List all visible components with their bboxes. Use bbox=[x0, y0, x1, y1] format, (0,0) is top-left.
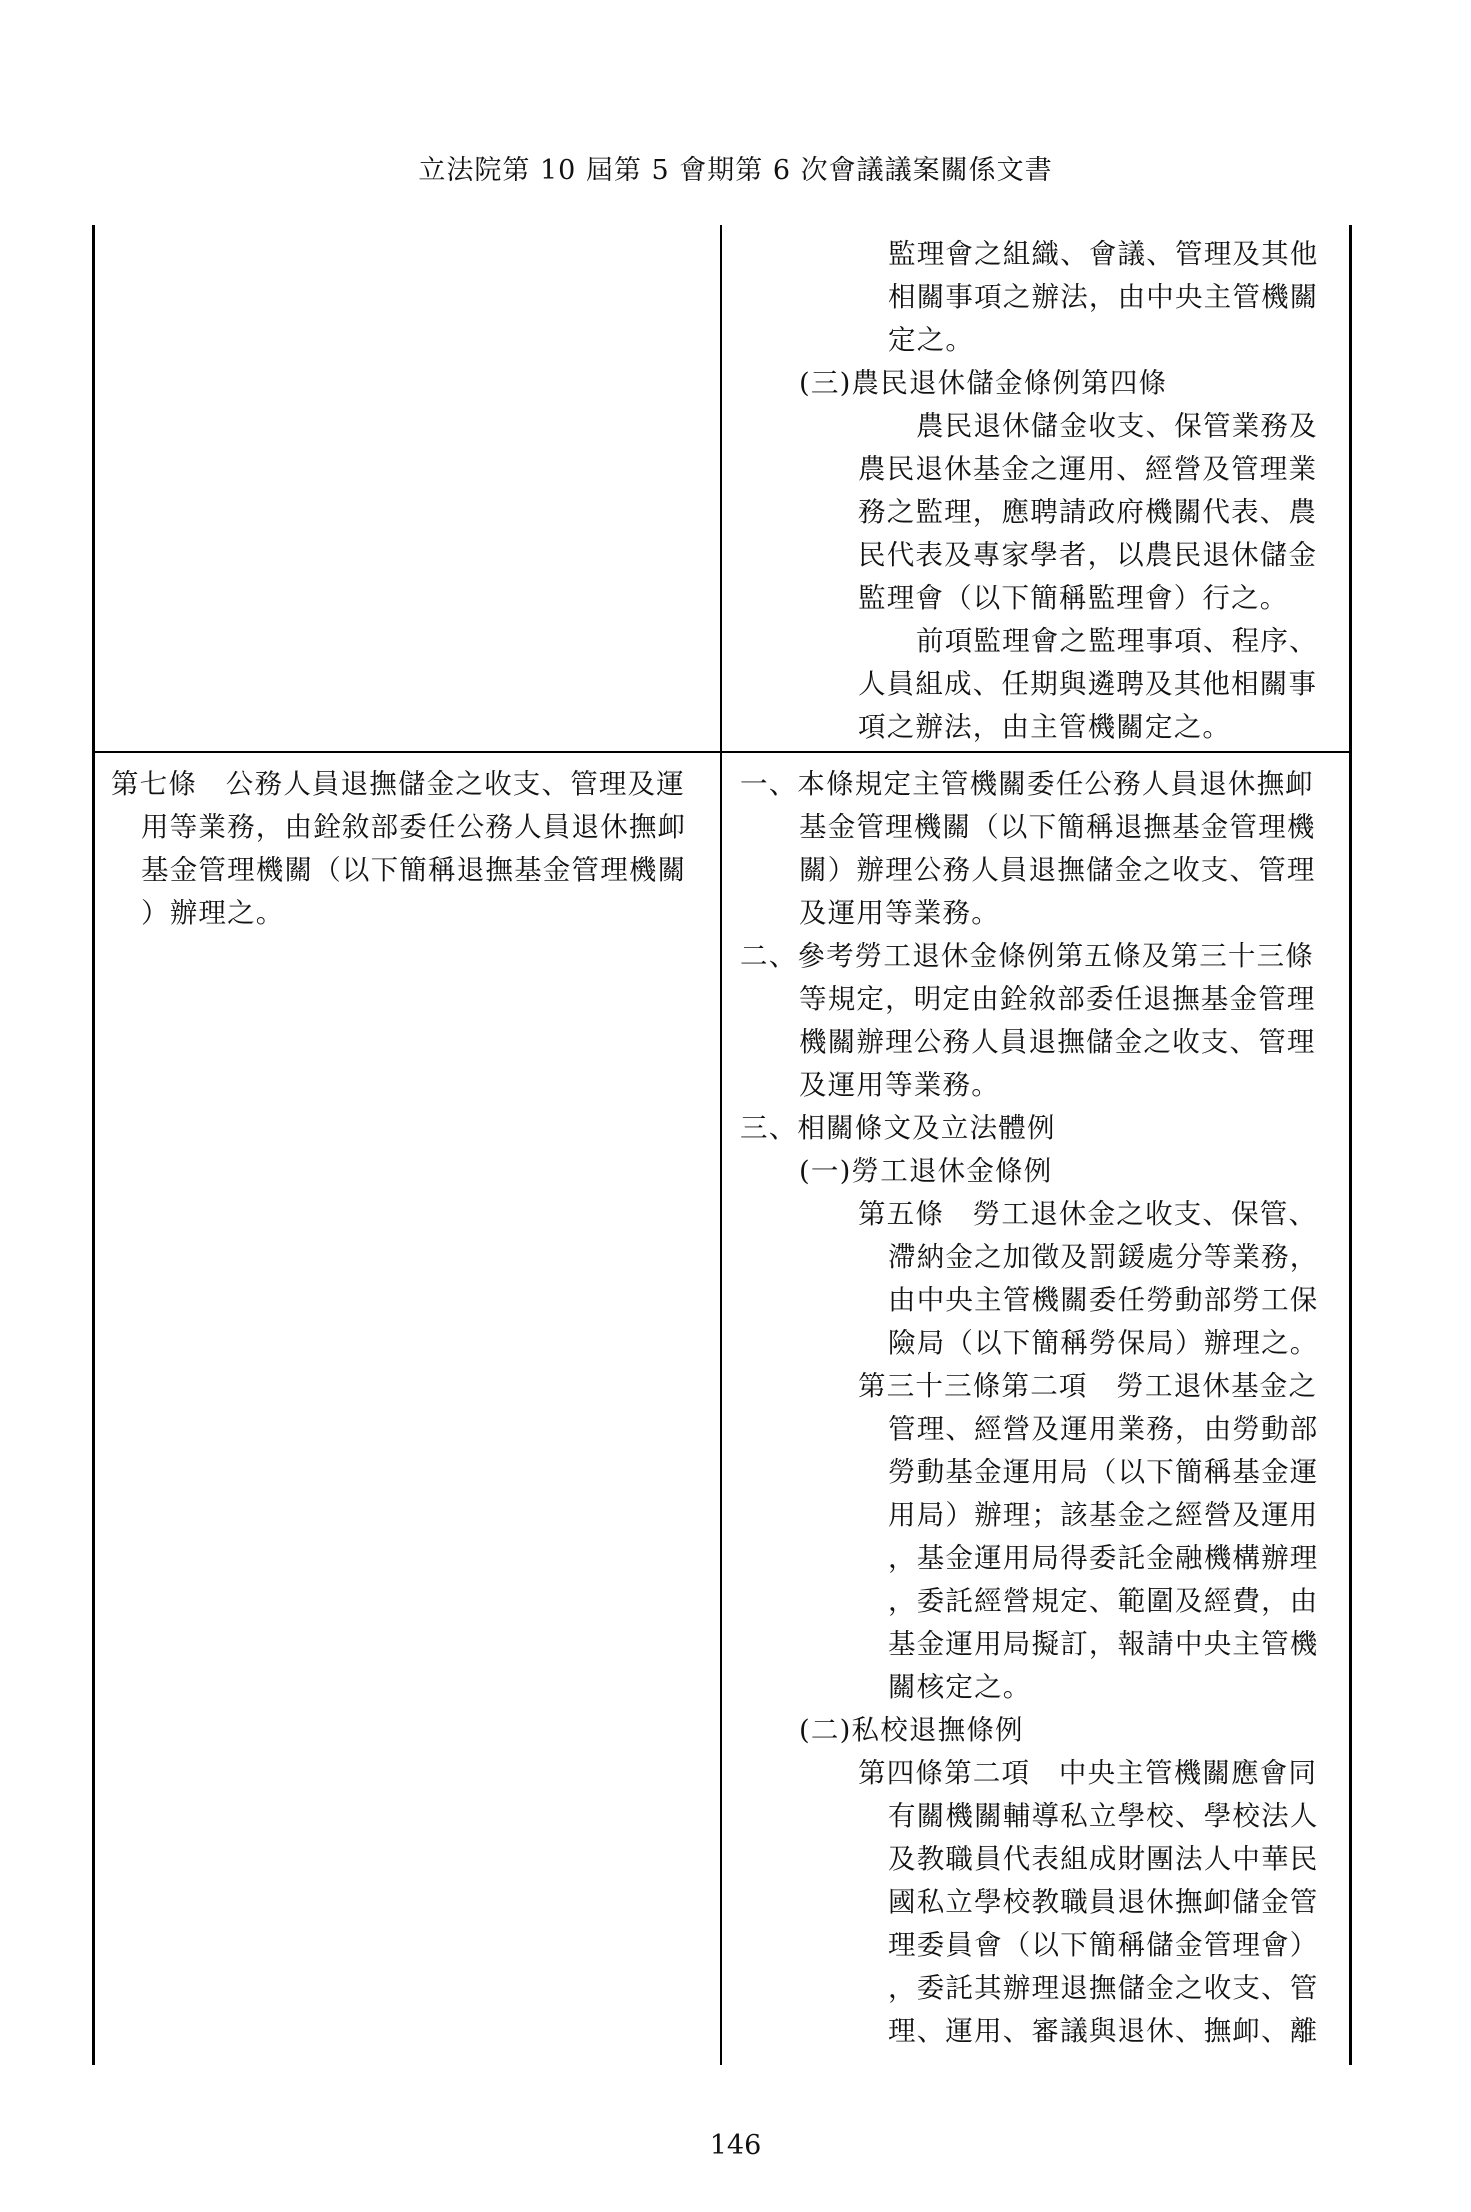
text-line: 民代表及專家學者，以農民退休儲金 bbox=[858, 539, 1318, 571]
text-line: ，委託經營規定、範圍及經費，由 bbox=[888, 1585, 1319, 1617]
text-line: 人員組成、任期與遴聘及其他相關事 bbox=[858, 668, 1318, 700]
text-line: 及運用等業務。 bbox=[799, 897, 1000, 929]
text-line: 關核定之。 bbox=[888, 1671, 1032, 1703]
text-line: 等規定，明定由銓敘部委任退撫基金管理 bbox=[799, 983, 1316, 1015]
text-line: 項之辦法，由主管機關定之。 bbox=[858, 711, 1232, 743]
text-line: 基金運用局擬訂，報請中央主管機 bbox=[888, 1628, 1319, 1660]
page-number: 146 bbox=[709, 2130, 762, 2161]
text-line: ，基金運用局得委託金融機構辦理 bbox=[888, 1542, 1319, 1574]
text-line: 國私立學校教職員退休撫卹儲金管 bbox=[888, 1886, 1319, 1918]
text-line: 前項監理會之監理事項、程序、 bbox=[916, 625, 1318, 657]
text-line: (三)農民退休儲金條例第四條 bbox=[799, 367, 1168, 399]
text-line: 關）辦理公務人員退撫儲金之收支、管理 bbox=[799, 854, 1316, 886]
text-line: 監理會之組織、會議、管理及其他 bbox=[888, 238, 1319, 270]
text-line: 滯納金之加徵及罰鍰處分等業務， bbox=[888, 1241, 1319, 1273]
text-line: 勞動基金運用局（以下簡稱基金運 bbox=[888, 1456, 1319, 1488]
text-line: (二)私校退撫條例 bbox=[799, 1714, 1024, 1746]
text-line: ，委託其辦理退撫儲金之收支、管 bbox=[888, 1972, 1319, 2004]
document-header: 立法院第 10 屆第 5 會期第 6 次會議議案關係文書 bbox=[418, 155, 1053, 186]
text-line: 一、本條規定主管機關委任公務人員退休撫卹 bbox=[740, 768, 1314, 800]
text-line: 理、運用、審議與退休、撫卹、離 bbox=[888, 2015, 1319, 2047]
text-line: ）辦理之。 bbox=[141, 897, 285, 929]
text-line: 第七條 公務人員退撫儲金之收支、管理及運 bbox=[111, 768, 685, 800]
text-line: 基金管理機關（以下簡稱退撫基金管理機關 bbox=[141, 854, 687, 886]
table-right-border bbox=[1349, 225, 1352, 2065]
text-line: 定之。 bbox=[888, 324, 975, 356]
text-line: 機關辦理公務人員退撫儲金之收支、管理 bbox=[799, 1026, 1316, 1058]
text-line: 監理會（以下簡稱監理會）行之。 bbox=[858, 582, 1289, 614]
table-row-divider bbox=[92, 751, 1352, 753]
text-line: 第五條 勞工退休金之收支、保管、 bbox=[858, 1198, 1318, 1230]
text-line: 三、相關條文及立法體例 bbox=[740, 1112, 1056, 1144]
text-line: 第三十三條第二項 勞工退休基金之 bbox=[858, 1370, 1318, 1402]
text-line: 及運用等業務。 bbox=[799, 1069, 1000, 1101]
text-line: 管理、經營及運用業務，由勞動部 bbox=[888, 1413, 1319, 1445]
text-line: (一)勞工退休金條例 bbox=[799, 1155, 1053, 1187]
text-line: 用局）辦理；該基金之經營及運用 bbox=[888, 1499, 1319, 1531]
text-line: 相關事項之辦法，由中央主管機關 bbox=[888, 281, 1319, 313]
table-middle-border bbox=[720, 225, 722, 2065]
text-line: 用等業務，由銓敘部委任公務人員退休撫卹 bbox=[141, 811, 687, 843]
text-line: 第四條第二項 中央主管機關應會同 bbox=[858, 1757, 1318, 1789]
text-line: 基金管理機關（以下簡稱退撫基金管理機 bbox=[799, 811, 1316, 843]
text-line: 務之監理，應聘請政府機關代表、農 bbox=[858, 496, 1318, 528]
text-line: 二、參考勞工退休金條例第五條及第三十三條 bbox=[740, 940, 1314, 972]
text-line: 險局（以下簡稱勞保局）辦理之。 bbox=[888, 1327, 1319, 1359]
table-left-border bbox=[92, 225, 95, 2065]
text-line: 由中央主管機關委任勞動部勞工保 bbox=[888, 1284, 1319, 1316]
text-line: 農民退休儲金收支、保管業務及 bbox=[916, 410, 1318, 442]
text-line: 農民退休基金之運用、經營及管理業 bbox=[858, 453, 1318, 485]
text-line: 及教職員代表組成財團法人中華民 bbox=[888, 1843, 1319, 1875]
text-line: 理委員會（以下簡稱儲金管理會） bbox=[888, 1929, 1319, 1961]
text-line: 有關機關輔導私立學校、學校法人 bbox=[888, 1800, 1319, 1832]
